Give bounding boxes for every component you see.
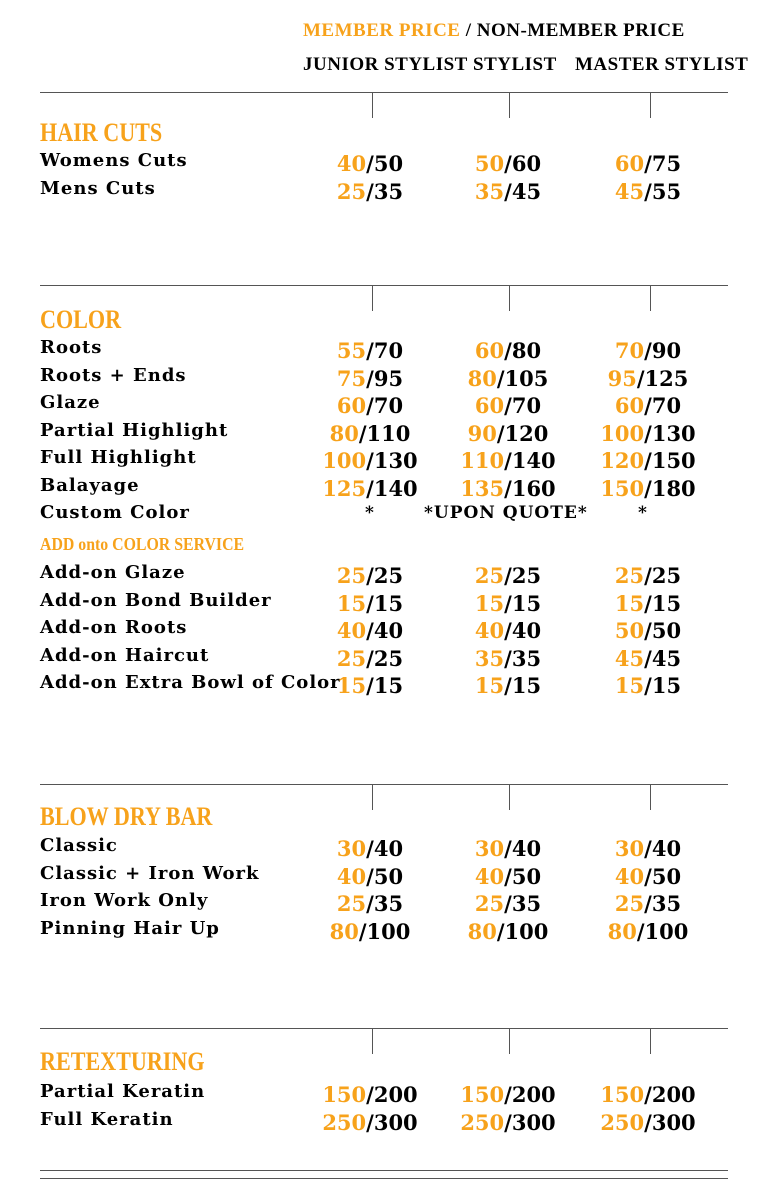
price-legend xyxy=(303,20,685,42)
price-cell xyxy=(428,180,588,204)
non-member-price: /25 xyxy=(366,563,404,588)
price-cell xyxy=(568,180,728,204)
price-cell xyxy=(568,477,728,501)
non-member-price: /50 xyxy=(504,863,542,889)
member-price: 80 xyxy=(467,918,497,944)
divider-blow-dry xyxy=(40,784,728,785)
non-member-price: /160 xyxy=(504,475,556,501)
price-cell xyxy=(290,592,450,616)
non-member-price: /35 xyxy=(366,891,404,916)
service-label: Add-on Bond Builder xyxy=(40,589,272,611)
member-price: 55 xyxy=(336,338,367,363)
price-cell xyxy=(568,394,728,418)
price-cell xyxy=(428,422,588,446)
price-cell xyxy=(428,837,588,861)
table-row xyxy=(0,590,768,617)
member-price: 15 xyxy=(336,673,367,698)
price-cell xyxy=(290,449,450,473)
table-row xyxy=(0,863,768,890)
non-member-price: /125 xyxy=(636,365,689,391)
service-label: Add-on Extra Bowl of Color xyxy=(40,672,341,693)
price-cell xyxy=(290,892,450,916)
member-price: 250 xyxy=(600,1109,645,1135)
non-member-price: /130 xyxy=(644,420,696,446)
member-price: 40 xyxy=(336,863,367,889)
table-row xyxy=(0,1109,768,1136)
column-master-stylist: MASTER STYLIST xyxy=(575,54,749,75)
member-price: 15 xyxy=(474,673,505,698)
price-cell xyxy=(428,477,588,501)
non-member-price: /50 xyxy=(366,863,404,889)
member-price: 15 xyxy=(614,590,645,616)
member-price: 80 xyxy=(467,365,497,391)
price-cell xyxy=(428,449,588,473)
non-member-price: /15 xyxy=(644,590,682,616)
price-cell xyxy=(568,1083,728,1107)
non-member-price: /35 xyxy=(504,645,542,671)
member-price: 45 xyxy=(614,179,645,204)
table-row xyxy=(0,645,768,672)
service-label: Add-on Roots xyxy=(40,617,188,638)
member-price: 25 xyxy=(474,563,505,588)
non-member-price: /40 xyxy=(504,618,542,643)
price-cell xyxy=(290,1111,450,1135)
divider-tick xyxy=(509,1029,510,1054)
price-cell xyxy=(428,339,588,363)
price-cell xyxy=(290,180,450,204)
non-member-price: /50 xyxy=(644,618,682,643)
member-price: 25 xyxy=(336,563,367,588)
price-cell xyxy=(568,674,728,698)
table-row xyxy=(0,365,768,392)
member-price: 25 xyxy=(474,891,505,916)
service-label: Roots + Ends xyxy=(40,364,187,386)
member-price: 150 xyxy=(600,475,645,501)
non-member-price: /15 xyxy=(366,673,404,698)
non-member-price: /35 xyxy=(504,891,542,916)
price-cell xyxy=(290,564,450,588)
price-cell xyxy=(568,592,728,616)
price-cell xyxy=(428,619,588,643)
table-row xyxy=(0,562,768,589)
section-title-add-on-color: ADD onto COLOR SERVICE xyxy=(40,534,245,554)
table-row xyxy=(0,420,768,447)
price-cell xyxy=(428,152,588,176)
price-cell xyxy=(290,367,450,391)
divider-tick xyxy=(650,93,651,118)
divider-tick xyxy=(509,286,510,311)
non-member-price: /25 xyxy=(366,645,404,671)
non-member-price: /25 xyxy=(644,563,682,588)
service-label: Classic + Iron Work xyxy=(40,862,260,884)
member-price: 40 xyxy=(474,618,505,643)
non-member-price: /15 xyxy=(504,590,542,616)
member-price: 110 xyxy=(460,448,505,473)
table-row xyxy=(0,835,768,862)
table-row xyxy=(0,890,768,917)
divider-tick xyxy=(372,1029,373,1054)
divider-tick xyxy=(509,785,510,810)
column-stylist: STYLIST xyxy=(473,54,557,75)
price-cell xyxy=(428,647,588,671)
non-member-price: /110 xyxy=(358,420,411,446)
price-cell xyxy=(428,394,588,418)
member-price: 70 xyxy=(614,338,645,363)
divider-tick xyxy=(372,93,373,118)
member-price: 50 xyxy=(474,151,505,176)
non-member-price: /70 xyxy=(504,393,542,418)
price-cell xyxy=(568,892,728,916)
price-cell xyxy=(290,422,450,446)
non-member-price: /100 xyxy=(358,918,411,944)
price-cell xyxy=(290,619,450,643)
table-row xyxy=(0,447,768,474)
price-cell xyxy=(290,920,450,944)
section-title-color: COLOR xyxy=(40,305,122,334)
service-label: Pinning Hair Up xyxy=(40,917,220,939)
service-label: Add-on Glaze xyxy=(40,562,186,583)
table-row xyxy=(0,392,768,419)
price-cell xyxy=(568,152,728,176)
non-member-price: /140 xyxy=(366,475,418,501)
divider-tick xyxy=(650,785,651,810)
member-price: 60 xyxy=(474,338,505,363)
member-price: 40 xyxy=(474,863,505,889)
service-label: Iron Work Only xyxy=(40,890,209,911)
member-price: 250 xyxy=(460,1109,505,1135)
member-price: 80 xyxy=(607,918,637,944)
service-label: Womens Cuts xyxy=(40,150,188,171)
member-price: 40 xyxy=(336,151,367,176)
price-cell xyxy=(568,339,728,363)
upon-quote-text: *UPON QUOTE* xyxy=(424,503,588,523)
price-cell xyxy=(428,920,588,944)
price-cell xyxy=(290,674,450,698)
non-member-price: /60 xyxy=(504,151,542,176)
price-cell xyxy=(290,339,450,363)
member-price: 35 xyxy=(474,179,505,204)
non-member-price: /95 xyxy=(366,365,404,391)
price-cell xyxy=(568,865,728,889)
member-price: 135 xyxy=(460,475,505,501)
member-price: 150 xyxy=(322,1082,367,1107)
non-member-price: /25 xyxy=(504,563,542,588)
member-price: 15 xyxy=(336,590,367,616)
member-price: 80 xyxy=(329,918,359,944)
non-member-price: /100 xyxy=(636,918,689,944)
non-member-price: /120 xyxy=(496,420,549,446)
non-member-price: /180 xyxy=(644,475,696,501)
member-price: 25 xyxy=(336,891,367,916)
non-member-price: /90 xyxy=(644,338,682,363)
service-label: Balayage xyxy=(40,474,140,496)
price-cell xyxy=(290,1083,450,1107)
price-cell xyxy=(568,837,728,861)
non-member-price: /200 xyxy=(644,1082,696,1107)
non-member-price: /15 xyxy=(644,673,682,698)
column-junior-stylist: JUNIOR STYLIST xyxy=(303,54,468,75)
price-cell xyxy=(428,1111,588,1135)
table-row xyxy=(0,178,768,205)
service-label: Mens Cuts xyxy=(40,178,156,199)
service-label: Partial Highlight xyxy=(40,419,229,441)
price-cell xyxy=(568,1111,728,1135)
divider-tick xyxy=(650,1029,651,1054)
price-cell xyxy=(568,920,728,944)
service-label: Full Highlight xyxy=(40,447,197,468)
member-price: 100 xyxy=(322,448,367,473)
service-label: Roots xyxy=(40,337,103,358)
price-cell xyxy=(428,592,588,616)
member-price: 35 xyxy=(474,645,505,671)
member-price: 30 xyxy=(336,836,367,861)
non-member-price: /100 xyxy=(496,918,549,944)
non-member-price: /75 xyxy=(644,151,682,176)
divider-retexturing xyxy=(40,1028,728,1029)
price-cell xyxy=(568,619,728,643)
non-member-price: /150 xyxy=(644,448,696,473)
member-price: 50 xyxy=(614,618,645,643)
member-price: 120 xyxy=(600,448,645,473)
non-member-price: /45 xyxy=(644,645,682,671)
non-member-price: /200 xyxy=(366,1082,418,1107)
non-member-price: /50 xyxy=(366,151,404,176)
member-price: 150 xyxy=(460,1082,505,1107)
section-title-hair-cuts: HAIR CUTS xyxy=(40,118,163,147)
divider-tick xyxy=(372,785,373,810)
price-cell xyxy=(568,564,728,588)
price-cell xyxy=(290,394,450,418)
member-price: 30 xyxy=(614,836,645,861)
quote-star-left: * xyxy=(365,503,375,523)
section-title-retexturing: RETEXTURING xyxy=(40,1047,205,1076)
member-price: 25 xyxy=(336,179,367,204)
member-price: 60 xyxy=(614,151,645,176)
section-title-blow-dry-bar: BLOW DRY BAR xyxy=(40,802,213,831)
non-member-price: /40 xyxy=(644,836,682,861)
table-row-custom-color xyxy=(0,502,768,529)
price-cell xyxy=(428,367,588,391)
service-label: Glaze xyxy=(40,392,101,413)
non-member-price: /35 xyxy=(644,891,682,916)
non-member-price: /15 xyxy=(366,590,404,616)
member-price: 80 xyxy=(329,420,359,446)
non-member-price: /70 xyxy=(366,393,404,418)
service-label: Classic xyxy=(40,835,118,856)
price-cell xyxy=(290,152,450,176)
non-member-price: /40 xyxy=(366,836,404,861)
service-label: Custom Color xyxy=(40,502,190,523)
divider-tick xyxy=(372,286,373,311)
table-row xyxy=(0,475,768,502)
price-cell xyxy=(428,892,588,916)
table-row xyxy=(0,617,768,644)
non-member-price: /15 xyxy=(504,673,542,698)
member-price: 60 xyxy=(474,393,505,418)
divider-hair-cuts xyxy=(40,92,728,93)
divider-tick xyxy=(650,286,651,311)
price-cell xyxy=(290,837,450,861)
table-row xyxy=(0,1081,768,1108)
member-price: 250 xyxy=(322,1109,367,1135)
non-member-price-label: / NON-MEMBER PRICE xyxy=(460,20,685,41)
non-member-price: /200 xyxy=(504,1082,556,1107)
price-cell xyxy=(290,647,450,671)
table-row xyxy=(0,918,768,945)
non-member-price: /105 xyxy=(496,365,549,391)
price-cell xyxy=(568,647,728,671)
member-price: 15 xyxy=(614,673,645,698)
non-member-price: /35 xyxy=(366,179,404,204)
table-row xyxy=(0,150,768,177)
member-price: 95 xyxy=(607,365,637,391)
price-cell xyxy=(568,449,728,473)
non-member-price: /130 xyxy=(366,448,418,473)
member-price: 150 xyxy=(600,1082,645,1107)
non-member-price: /50 xyxy=(644,863,682,889)
member-price: 40 xyxy=(614,863,645,889)
member-price: 60 xyxy=(614,393,645,418)
non-member-price: /40 xyxy=(504,836,542,861)
divider-tick xyxy=(509,93,510,118)
member-price: 60 xyxy=(336,393,367,418)
price-cell xyxy=(290,477,450,501)
price-cell xyxy=(568,367,728,391)
price-cell xyxy=(428,865,588,889)
non-member-price: /300 xyxy=(644,1109,696,1135)
divider-color xyxy=(40,285,728,286)
price-cell xyxy=(290,865,450,889)
footer-rule-bottom xyxy=(40,1178,728,1179)
non-member-price: /70 xyxy=(366,338,404,363)
non-member-price: /45 xyxy=(504,179,542,204)
table-row xyxy=(0,672,768,699)
member-price: 45 xyxy=(614,645,645,671)
member-price: 100 xyxy=(600,420,645,446)
member-price: 40 xyxy=(336,618,367,643)
table-row xyxy=(0,337,768,364)
price-cell xyxy=(428,1083,588,1107)
price-cell xyxy=(568,422,728,446)
member-price: 30 xyxy=(474,836,505,861)
non-member-price: /80 xyxy=(504,338,542,363)
price-cell xyxy=(428,564,588,588)
member-price: 25 xyxy=(614,563,645,588)
member-price-label: MEMBER PRICE xyxy=(303,20,461,41)
quote-star-right: * xyxy=(638,503,648,523)
non-member-price: /140 xyxy=(504,448,556,473)
non-member-price: /40 xyxy=(366,618,404,643)
service-label: Full Keratin xyxy=(40,1108,174,1130)
non-member-price: /55 xyxy=(644,179,682,204)
service-label: Add-on Haircut xyxy=(40,644,210,666)
non-member-price: /300 xyxy=(366,1109,418,1135)
non-member-price: /70 xyxy=(644,393,682,418)
member-price: 25 xyxy=(336,645,367,671)
price-cell xyxy=(428,674,588,698)
member-price: 90 xyxy=(467,420,497,446)
member-price: 125 xyxy=(322,475,367,501)
service-label: Partial Keratin xyxy=(40,1081,206,1102)
member-price: 15 xyxy=(474,590,505,616)
non-member-price: /300 xyxy=(504,1109,556,1135)
member-price: 25 xyxy=(614,891,645,916)
footer-rule-top xyxy=(40,1170,728,1171)
member-price: 75 xyxy=(336,365,367,391)
